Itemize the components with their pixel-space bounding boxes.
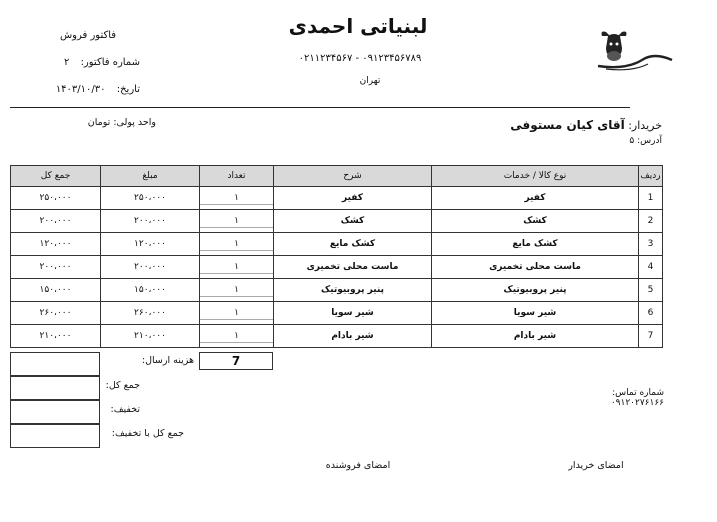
invoice-type: فاکتور فروش [59, 30, 117, 41]
buyer-row [440, 118, 662, 132]
buyer-name: آقای کیان مستوفی [510, 118, 625, 132]
col-header-row: ردیف [639, 166, 663, 187]
header-divider [10, 107, 630, 108]
col-header-description: شرح [274, 166, 432, 187]
cell-product: کشک [432, 210, 639, 233]
table-row [11, 233, 663, 256]
currency-note: واحد پولی: تومان [87, 117, 156, 128]
cell-total: ۲۱۰،۰۰۰ [11, 325, 101, 348]
cell-quantity: ۱ [200, 284, 273, 297]
shipping-cost-box [10, 352, 100, 376]
buyer-label: خریدار: [628, 119, 662, 132]
cell-amount: ۲۶۰،۰۰۰ [101, 302, 200, 325]
cell-quantity: ۱ [200, 192, 273, 205]
cell-product: شیر بادام [432, 325, 639, 348]
cell-description: کشک مایع [274, 233, 432, 256]
cell-product: ماست محلی تخمیری [432, 256, 639, 279]
invoice-number-label: شماره فاکتور: [80, 57, 140, 68]
address-label: آدرس: [637, 136, 662, 146]
items-count: 7 [199, 352, 273, 370]
table-row [11, 279, 663, 302]
col-header-product: نوع کالا / خدمات [432, 166, 639, 187]
cell-quantity: ۱ [200, 330, 273, 343]
cow-head-icon [596, 26, 674, 74]
discount-box [10, 400, 100, 424]
cell-row-number: 5 [639, 279, 663, 302]
invoice-number-row [20, 57, 140, 68]
cell-row-number: 7 [639, 325, 663, 348]
items-table [10, 165, 663, 348]
cell-total: ۲۵۰،۰۰۰ [11, 187, 101, 210]
cell-quantity: ۱ [200, 307, 273, 320]
cell-product: شیر سویا [432, 302, 639, 325]
cell-product: کفیر [432, 187, 639, 210]
cell-description: کشک [274, 210, 432, 233]
shipping-cost-label: هزینه ارسال: [141, 355, 194, 366]
shop-phones: ۰۲۱۱۲۳۴۵۶۷ - ۰۹۱۲۳۴۵۶۷۸۹ [298, 53, 422, 64]
buyer-signature-label: امضای خریدار [568, 460, 624, 471]
total-after-discount-box [10, 424, 100, 448]
invoice-date-value: ۱۴۰۳/۱۰/۳۰ [55, 84, 106, 95]
cell-total: ۱۲۰،۰۰۰ [11, 233, 101, 256]
cell-total: ۱۵۰،۰۰۰ [11, 279, 101, 302]
discount-label: تخفیف: [110, 404, 140, 415]
cell-amount: ۲۰۰،۰۰۰ [101, 256, 200, 279]
cell-amount: ۱۵۰،۰۰۰ [101, 279, 200, 302]
cell-row-number: 6 [639, 302, 663, 325]
invoice-date-label: تاریخ: [116, 84, 140, 95]
cell-total: ۲۰۰،۰۰۰ [11, 256, 101, 279]
cell-description: شیر بادام [274, 325, 432, 348]
cell-total: ۲۶۰،۰۰۰ [11, 302, 101, 325]
cell-description: ماست محلی تخمیری [274, 256, 432, 279]
table-row [11, 256, 663, 279]
cell-description: پنیر پروبیوتیک [274, 279, 432, 302]
contact-number: شماره تماس: ۰۹۱۲۰۲۷۶۱۶۶ [610, 388, 664, 408]
cell-amount: ۱۲۰،۰۰۰ [101, 233, 200, 256]
table-header-row [11, 166, 663, 187]
invoice-number-value: ۲ [64, 57, 70, 68]
table-row [11, 325, 663, 348]
cell-row-number: 1 [639, 187, 663, 210]
col-header-quantity: تعداد [200, 166, 274, 187]
cell-description: کفیر [274, 187, 432, 210]
address-row [520, 136, 662, 146]
cell-amount: ۲۵۰،۰۰۰ [101, 187, 200, 210]
table-row [11, 210, 663, 233]
cell-quantity: ۱ [200, 215, 273, 228]
cell-quantity: ۱ [200, 238, 273, 251]
shop-name: لبنیاتی احمدی [288, 14, 428, 38]
table-row [11, 302, 663, 325]
cell-total: ۲۰۰،۰۰۰ [11, 210, 101, 233]
cell-row-number: 2 [639, 210, 663, 233]
cell-product: پنیر پروبیوتیک [432, 279, 639, 302]
cell-amount: ۲۰۰،۰۰۰ [101, 210, 200, 233]
grand-total-label: جمع کل: [105, 380, 140, 391]
cell-description: شیر سویا [274, 302, 432, 325]
seller-signature-label: امضای فروشنده [325, 460, 391, 471]
total-after-discount-label: جمع کل با تخفیف: [111, 428, 184, 439]
cell-row-number: 3 [639, 233, 663, 256]
col-header-amount: مبلغ [101, 166, 200, 187]
col-header-total: جمع کل [11, 166, 101, 187]
grand-total-box [10, 376, 100, 400]
cell-product: کشک مایع [432, 233, 639, 256]
cell-amount: ۲۱۰،۰۰۰ [101, 325, 200, 348]
shop-city: تهران [359, 76, 381, 86]
cell-row-number: 4 [639, 256, 663, 279]
cell-quantity: ۱ [200, 261, 273, 274]
address-value: ۵ [629, 136, 635, 146]
table-row [11, 187, 663, 210]
invoice-date-row [20, 84, 140, 95]
